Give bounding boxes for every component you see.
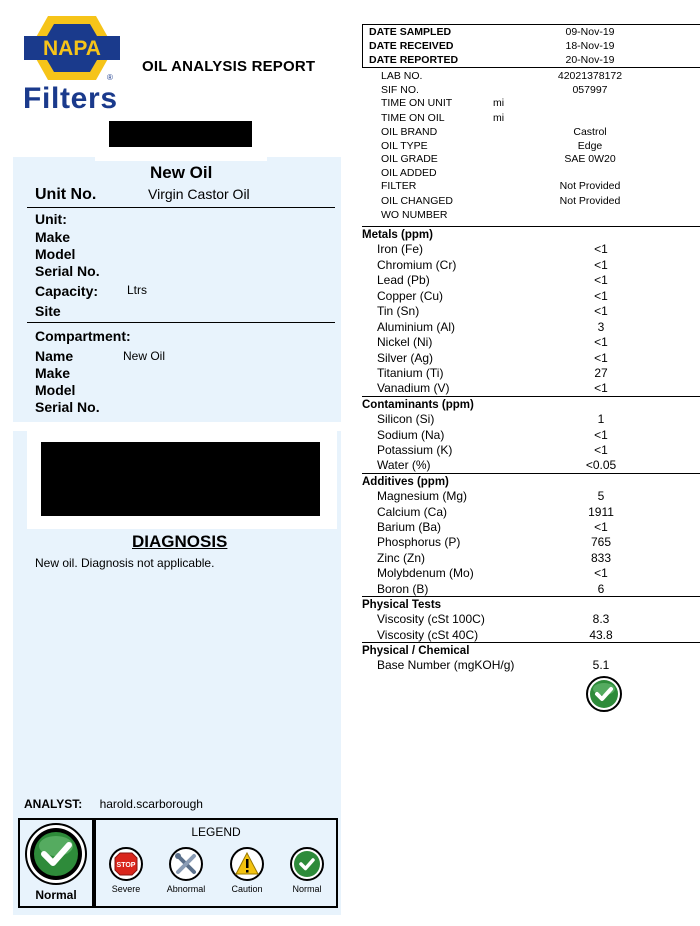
registered-mark: ® bbox=[107, 73, 113, 82]
brand-top-text: NAPA bbox=[43, 37, 101, 60]
info-label: OIL CHANGED bbox=[381, 195, 453, 207]
info-label: OIL GRADE bbox=[381, 153, 438, 165]
caution-warning-icon bbox=[230, 847, 264, 881]
metal-value: 3 bbox=[597, 320, 605, 334]
serial-label: Serial No. bbox=[35, 263, 100, 279]
metal-value: <1 bbox=[594, 335, 608, 349]
date-reported-value: 20-Nov-19 bbox=[565, 54, 615, 66]
metal-value: <1 bbox=[594, 381, 608, 395]
chemical-heading: Physical / Chemical bbox=[362, 645, 470, 657]
compartment-model-label: Model bbox=[35, 382, 76, 398]
unit-heading: New Oil bbox=[150, 163, 213, 182]
section-divider bbox=[362, 596, 700, 597]
metal-label: Iron (Fe) bbox=[377, 242, 424, 256]
chemical-value: 5.1 bbox=[592, 658, 610, 672]
contaminant-label: Silicon (Si) bbox=[377, 412, 435, 426]
metal-value: <1 bbox=[594, 273, 608, 287]
metal-value: <1 bbox=[594, 242, 608, 256]
section-divider bbox=[362, 396, 700, 397]
info-label: TIME ON OIL bbox=[381, 112, 445, 124]
additive-label: Zinc (Zn) bbox=[377, 551, 425, 565]
info-value: Not Provided bbox=[559, 195, 621, 207]
additive-value: 5 bbox=[597, 489, 605, 503]
metal-label: Lead (Pb) bbox=[377, 273, 430, 287]
legend-box bbox=[94, 818, 338, 908]
section-gap bbox=[13, 422, 341, 431]
unit-no-label: Unit No. bbox=[35, 186, 97, 203]
metal-value: <1 bbox=[594, 258, 608, 272]
additive-label: Magnesium (Mg) bbox=[377, 489, 468, 503]
info-label: OIL BRAND bbox=[381, 126, 438, 138]
date-received-value: 18-Nov-19 bbox=[565, 40, 615, 52]
contaminant-label: Potassium (K) bbox=[377, 443, 453, 457]
section-divider bbox=[362, 642, 700, 643]
additive-value: 765 bbox=[590, 535, 612, 549]
napa-filters-logo bbox=[22, 12, 132, 112]
legend-severe-label: Severe bbox=[111, 884, 141, 894]
contaminant-value: <1 bbox=[594, 428, 608, 442]
info-label: TIME ON UNIT bbox=[381, 97, 453, 109]
abnormal-tools-icon bbox=[169, 847, 203, 881]
napa-logo-icon bbox=[22, 12, 132, 112]
contaminant-label: Water (%) bbox=[377, 458, 431, 472]
info-value: 057997 bbox=[572, 84, 608, 96]
report-title: OIL ANALYSIS REPORT bbox=[142, 58, 316, 75]
metal-label: Tin (Sn) bbox=[377, 304, 420, 318]
physical-label: Viscosity (cSt 40C) bbox=[377, 628, 479, 642]
stop-text: STOP bbox=[116, 862, 136, 869]
metal-label: Silver (Ag) bbox=[377, 351, 434, 365]
compartment-name-value: New Oil bbox=[123, 349, 166, 363]
redacted-block-image bbox=[41, 442, 320, 516]
severe-stop-icon bbox=[109, 847, 143, 881]
info-label: SIF NO. bbox=[381, 84, 419, 96]
date-received-label: DATE RECEIVED bbox=[369, 40, 454, 52]
analyst-line bbox=[24, 797, 203, 811]
section-divider bbox=[362, 473, 700, 474]
additive-value: 6 bbox=[597, 582, 605, 596]
redacted-block-top bbox=[109, 121, 252, 148]
model-label: Model bbox=[35, 246, 76, 262]
additive-value: <1 bbox=[594, 520, 608, 534]
metal-label: Aluminium (Al) bbox=[377, 320, 456, 334]
normal-check-large-icon bbox=[20, 822, 92, 886]
compartment-name-label: Name bbox=[35, 348, 74, 364]
site-label: Site bbox=[35, 303, 61, 319]
legend-abnormal-label: Abnormal bbox=[166, 884, 206, 894]
info-value: 42021378172 bbox=[557, 70, 623, 82]
additive-value: 1911 bbox=[588, 505, 614, 519]
metals-heading: Metals (ppm) bbox=[362, 229, 433, 241]
date-sampled-label: DATE SAMPLED bbox=[369, 26, 452, 38]
additive-label: Molybdenum (Mo) bbox=[377, 566, 474, 580]
diagnosis-text: New oil. Diagnosis not applicable. bbox=[35, 556, 215, 570]
unit-no-value: Virgin Castor Oil bbox=[148, 186, 250, 202]
compartment-serial-label: Serial No. bbox=[35, 399, 100, 415]
legend-normal-label: Normal bbox=[292, 884, 322, 894]
brand-bottom-text: Filters bbox=[23, 82, 117, 112]
legend-title: LEGEND bbox=[191, 825, 241, 839]
physical-heading: Physical Tests bbox=[362, 599, 442, 611]
section-divider bbox=[362, 226, 700, 227]
info-value: Castrol bbox=[573, 126, 607, 138]
info-value: Edge bbox=[577, 140, 603, 152]
additive-label: Boron (B) bbox=[377, 582, 429, 596]
metal-value: <1 bbox=[594, 351, 608, 365]
metal-value: <1 bbox=[594, 304, 608, 318]
status-box bbox=[18, 818, 94, 908]
contaminant-value: 1 bbox=[597, 412, 605, 426]
metal-label: Copper (Cu) bbox=[377, 289, 444, 303]
info-unit: mi bbox=[493, 112, 505, 124]
info-label: WO NUMBER bbox=[381, 209, 448, 221]
metal-label: Vanadium (V) bbox=[377, 381, 450, 395]
info-label: FILTER bbox=[381, 180, 417, 192]
physical-value: 8.3 bbox=[592, 612, 610, 626]
metal-value: <1 bbox=[594, 289, 608, 303]
additive-label: Phosphorus (P) bbox=[377, 535, 461, 549]
additive-value: 833 bbox=[590, 551, 612, 565]
info-value: SAE 0W20 bbox=[564, 153, 616, 165]
additive-label: Calcium (Ca) bbox=[377, 505, 448, 519]
contaminant-label: Sodium (Na) bbox=[377, 428, 445, 442]
capacity-value: Ltrs bbox=[127, 283, 148, 297]
contaminant-value: <0.05 bbox=[585, 458, 617, 472]
panel-notch bbox=[95, 147, 267, 161]
metal-label: Titanium (Ti) bbox=[377, 366, 444, 380]
diagnosis-title: DIAGNOSIS bbox=[132, 532, 228, 551]
metal-label: Chromium (Cr) bbox=[377, 258, 457, 272]
normal-check-icon bbox=[290, 847, 324, 881]
physical-value: 43.8 bbox=[589, 628, 613, 642]
unit-label: Unit: bbox=[35, 211, 67, 227]
info-label: OIL TYPE bbox=[381, 140, 428, 152]
compartment-make-label: Make bbox=[35, 365, 71, 381]
info-label: OIL ADDED bbox=[381, 167, 437, 179]
make-label: Make bbox=[35, 229, 71, 245]
additives-heading: Additives (ppm) bbox=[362, 476, 449, 488]
analyst-label: ANALYST: bbox=[24, 797, 83, 811]
status-label: Normal bbox=[35, 888, 77, 902]
additive-value: <1 bbox=[594, 566, 608, 580]
legend-caution-label: Caution bbox=[231, 884, 263, 894]
capacity-label: Capacity: bbox=[35, 283, 99, 299]
divider bbox=[27, 322, 335, 323]
contaminants-heading: Contaminants (ppm) bbox=[362, 399, 474, 411]
metal-value: 27 bbox=[594, 366, 608, 380]
date-sampled-value: 09-Nov-19 bbox=[565, 26, 615, 38]
metal-label: Nickel (Ni) bbox=[377, 335, 433, 349]
chemical-label: Base Number (mgKOH/g) bbox=[377, 658, 515, 672]
date-reported-label: DATE REPORTED bbox=[369, 54, 459, 66]
contaminant-value: <1 bbox=[594, 443, 608, 457]
info-value: Not Provided bbox=[559, 180, 621, 192]
result-normal-check-icon bbox=[586, 676, 622, 712]
additive-label: Barium (Ba) bbox=[377, 520, 442, 534]
info-label: LAB NO. bbox=[381, 70, 423, 82]
divider bbox=[27, 207, 335, 208]
physical-label: Viscosity (cSt 100C) bbox=[377, 612, 485, 626]
analyst-name: harold.scarborough bbox=[99, 797, 203, 811]
compartment-heading: Compartment: bbox=[35, 328, 131, 344]
info-unit: mi bbox=[493, 97, 505, 109]
